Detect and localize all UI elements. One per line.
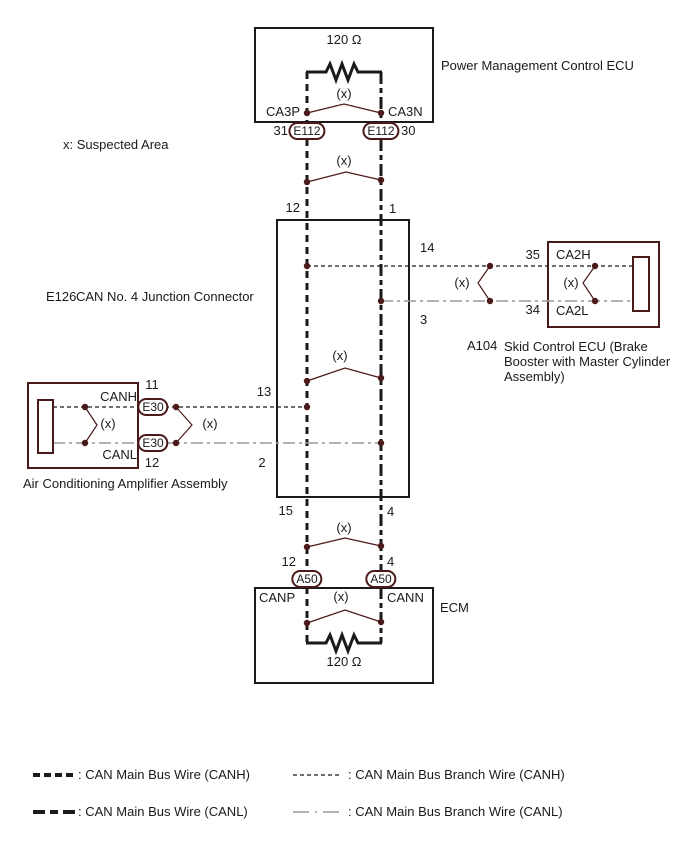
skid-ecu-name-line3: Assembly)	[504, 369, 565, 384]
connector-a50-left: A50	[291, 570, 322, 588]
suspected-area-note: x: Suspected Area	[63, 137, 169, 152]
terminal-canl: CANL	[102, 447, 137, 462]
suspect-marker-skid-inside: (x)	[563, 275, 579, 290]
ac-amplifier-connector-bar	[38, 400, 53, 453]
skid-ecu-name	[504, 339, 670, 384]
suspect-marker-ac-outside: (x)	[202, 416, 218, 431]
suspect-marker-junction-a50: (x)	[336, 520, 352, 535]
junction-pin-4: 4	[387, 504, 395, 519]
ac-pin-11: 11	[145, 377, 159, 392]
ecm-label: ECM	[440, 600, 469, 615]
legend-main-canh-label: : CAN Main Bus Wire (CANH)	[78, 767, 250, 782]
junction-pin-2: 2	[258, 455, 266, 470]
junction-pin-1: 1	[389, 201, 397, 216]
suspect-marker-e112-junction: (x)	[336, 153, 352, 168]
ac-amplifier-label: Air Conditioning Amplifier Assembly	[23, 476, 228, 491]
terminal-canp: CANP	[259, 590, 296, 605]
suspect-pointer-junction-a50	[307, 538, 381, 547]
suspect-marker-skid-outside: (x)	[454, 275, 470, 290]
connector-e30-upper: E30	[137, 398, 168, 416]
terminator-resistor-top	[306, 64, 382, 80]
connector-e112-right: E112	[362, 122, 399, 140]
suspect-pointer-ac-outside	[176, 407, 192, 443]
junction-pin-12-top: 12	[285, 200, 300, 215]
junction-pin-14: 14	[420, 240, 435, 255]
top-resistor-value: 120 Ω	[326, 32, 362, 47]
terminal-ca2l: CA2L	[556, 303, 589, 318]
terminator-resistor-bottom	[306, 635, 382, 651]
suspect-pointer-junction-inside	[307, 368, 381, 381]
suspect-marker-top-resistor: (x)	[336, 86, 352, 101]
junction-name: CAN No. 4 Junction Connector	[76, 289, 254, 304]
terminal-ca2h: CA2H	[556, 247, 591, 262]
skid-ecu-name-line2: Booster with Master Cylinder	[504, 354, 671, 369]
suspect-pointer-ecm-inside	[307, 610, 381, 623]
skid-pin-35: 35	[525, 247, 540, 262]
skid-ecu-code: A104	[467, 338, 498, 353]
skid-ecu-name-line1: Skid Control ECU (Brake	[504, 339, 648, 354]
legend-branch-canl-label: : CAN Main Bus Branch Wire (CANL)	[348, 804, 563, 819]
terminal-ca3p: CA3P	[266, 104, 300, 119]
ac-pin-12: 12	[144, 455, 160, 470]
legend-main-canl-label: : CAN Main Bus Wire (CANL)	[78, 804, 248, 819]
power-ecu-label: Power Management Control ECU	[441, 58, 634, 73]
suspect-marker-ac-inside: (x)	[100, 416, 116, 431]
connector-e30-lower: E30	[137, 434, 168, 452]
terminal-canh: CANH	[100, 389, 137, 404]
bottom-resistor-value: 120 Ω	[326, 654, 362, 669]
suspect-pointer-top-resistor	[307, 104, 381, 113]
skid-pin-34: 34	[525, 302, 540, 317]
junction-pin-15: 15	[278, 503, 293, 518]
pin-30: 30	[401, 123, 416, 138]
suspect-pointer-e112-junction	[307, 172, 381, 182]
junction-pin-13: 13	[256, 384, 272, 399]
junction-pin-3: 3	[420, 312, 428, 327]
junction-code: E126	[46, 289, 77, 304]
pin-31: 31	[273, 123, 288, 138]
connector-a50-right: A50	[365, 570, 396, 588]
skid-ecu-connector-bar	[633, 257, 649, 311]
suspect-pointer-skid-inside	[583, 266, 595, 301]
terminal-ca3n: CA3N	[388, 104, 423, 119]
suspect-marker-junction-inside: (x)	[332, 348, 348, 363]
suspect-pointer-skid-outside	[478, 266, 490, 301]
terminal-cann: CANN	[387, 590, 424, 605]
ecm-pin-4: 4	[387, 554, 395, 569]
ecm-pin-12: 12	[281, 554, 296, 569]
suspect-pointer-ac-inside	[85, 407, 97, 443]
suspect-marker-ecm-inside: (x)	[333, 589, 349, 604]
legend-branch-canh-label: : CAN Main Bus Branch Wire (CANH)	[348, 767, 565, 782]
connector-e112-left: E112	[288, 122, 325, 140]
